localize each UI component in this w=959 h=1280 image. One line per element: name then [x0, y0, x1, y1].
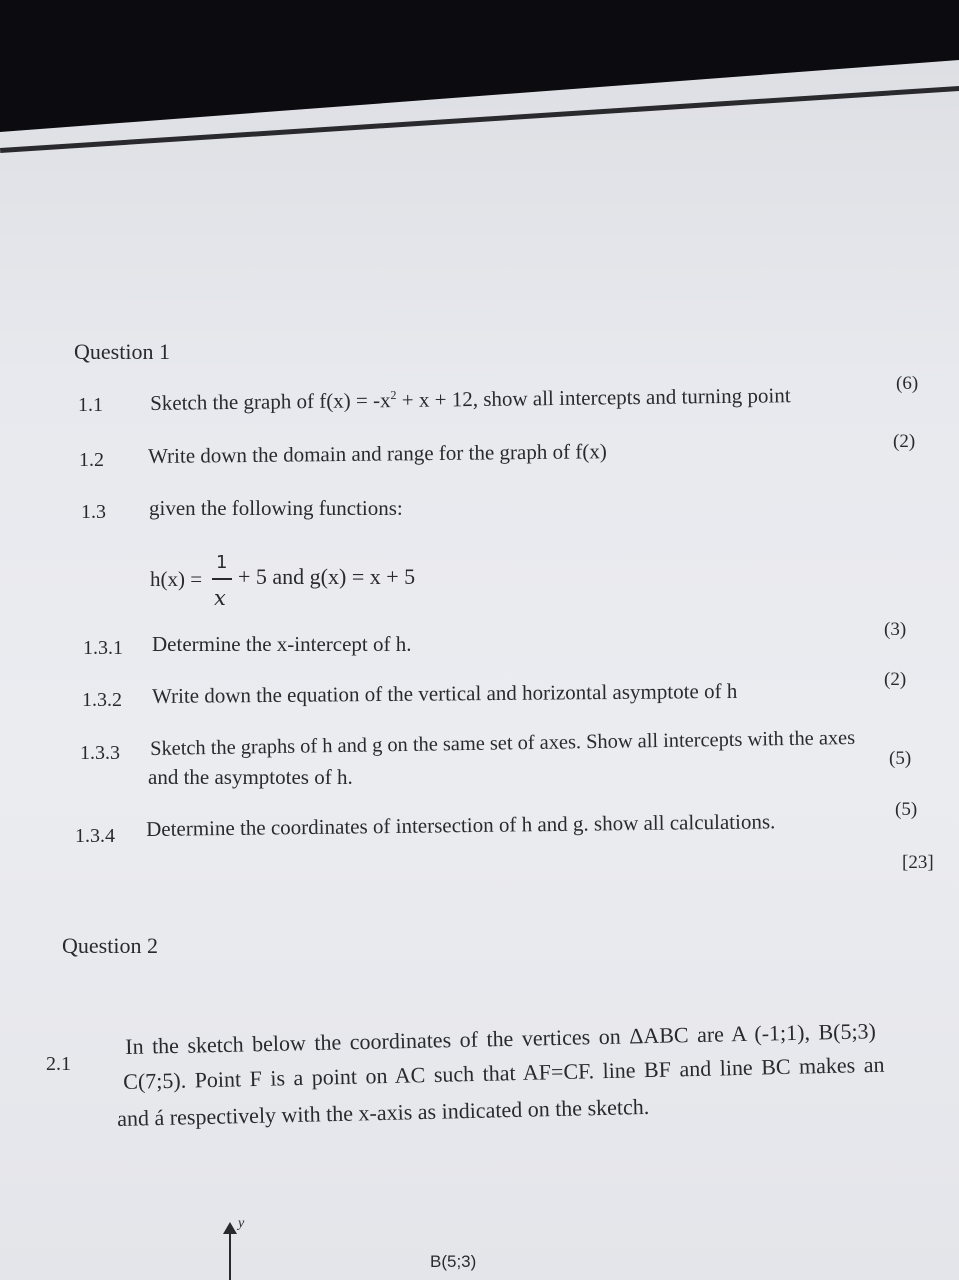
marks-1-3-1: (3): [884, 619, 907, 640]
question-2-heading: Question 2: [62, 933, 158, 958]
item-text-1-3: given the following functions:: [149, 496, 403, 520]
question-1-total: [23]: [902, 852, 934, 873]
item-text-2-1-line2: C(7;5). Point F is a point on AC such that AF=CF. line BF and line BC makes an: [122, 1051, 885, 1094]
item-number-1-1: 1.1: [78, 394, 103, 416]
y-axis-line: [229, 1232, 231, 1280]
item-text-1-3-2: Write down the equation of the vertical and horizontal asymptote of h: [151, 678, 738, 708]
item-number-1-3-2: 1.3.2: [82, 689, 122, 711]
marks-1-3-2: (2): [884, 669, 907, 690]
y-axis-label: y: [238, 1216, 245, 1231]
fraction-numerator: 1: [216, 552, 228, 573]
item-number-1-3-1: 1.3.1: [83, 637, 123, 659]
item-text-1-3-3: Sketch the graphs of h and g on the same set of axes. Show all intercepts with the axes: [149, 726, 856, 760]
marks-1-3-4: (5): [895, 799, 918, 820]
item-number-2-1: 2.1: [46, 1053, 71, 1075]
item-number-1-3: 1.3: [81, 501, 106, 523]
item-number-1-2: 1.2: [79, 449, 104, 471]
formula-lhs: h(x) =: [150, 567, 203, 591]
fraction-denominator: x: [214, 586, 226, 610]
item-text-1-3-1: Determine the x-intercept of h.: [152, 632, 412, 656]
item-text-1-3-3-line2: and the asymptotes of h.: [148, 765, 353, 789]
item-text-1-2: Write down the domain and range for the graph of f(x): [147, 439, 607, 468]
item-text-2-1-line1: In the sketch below the coordinates of the vertices on ΔABC are A (-1;1), B(5;3): [124, 1018, 877, 1059]
item-text-1-1-part2: + x + 12, show all intercepts and turning point: [396, 383, 791, 412]
marks-1-3-3: (5): [889, 748, 912, 769]
point-b-label: B(5;3): [430, 1252, 477, 1271]
item-text-1-1-part1: Sketch the graph of f(x) = -x: [149, 388, 391, 415]
fraction-bar: [212, 578, 232, 580]
item-number-1-3-3: 1.3.3: [80, 742, 120, 764]
formula-rest: + 5 and g(x) = x + 5: [238, 564, 416, 589]
marks-1-2: (2): [893, 431, 916, 452]
item-text-2-1-line3: and á respectively with the x-axis as indicated on the sketch.: [116, 1093, 650, 1131]
item-text-1-1: [150, 384, 791, 414]
exponent: 2: [390, 387, 397, 403]
item-number-1-3-4: 1.3.4: [75, 825, 115, 847]
item-text-1-3-4: Determine the coordinates of intersection of h and g. show all calculations.: [145, 809, 776, 841]
marks-1-1: (6): [896, 373, 919, 394]
question-1-heading: Question 1: [74, 339, 170, 364]
